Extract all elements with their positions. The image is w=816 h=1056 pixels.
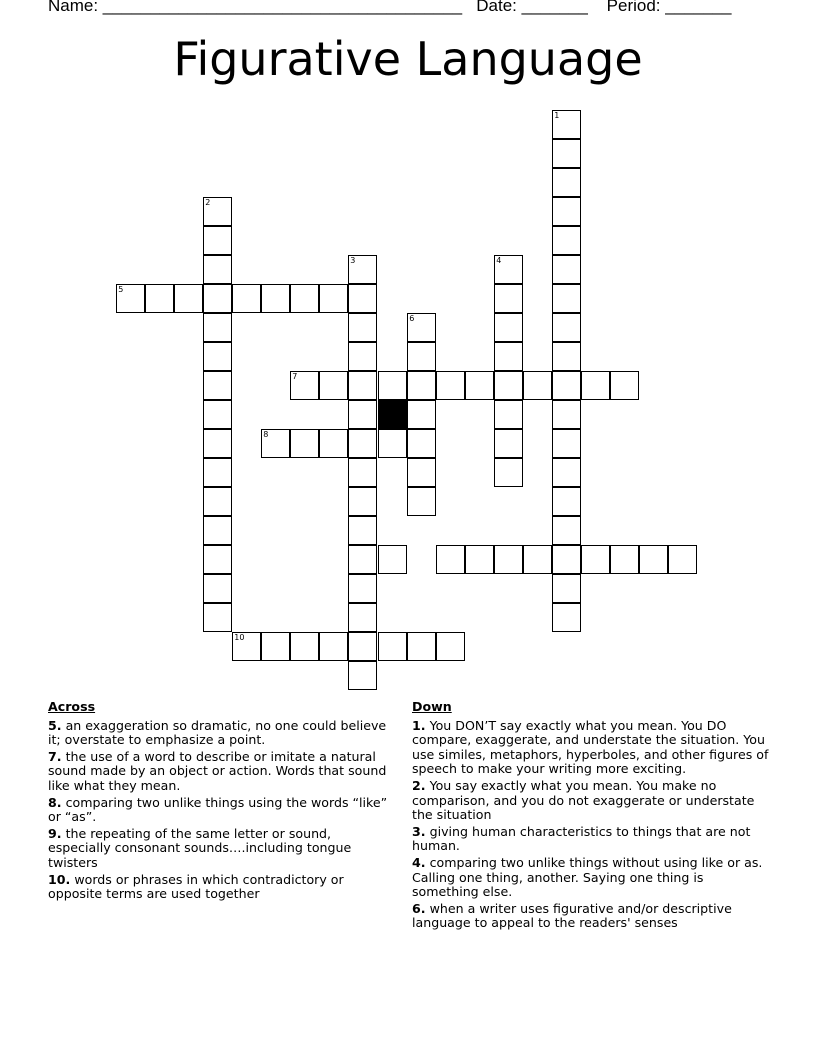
crossword-cell[interactable]: [319, 284, 348, 313]
crossword-cell[interactable]: [552, 139, 581, 168]
crossword-cell[interactable]: [523, 371, 552, 400]
crossword-cell[interactable]: [494, 342, 523, 371]
crossword-cell[interactable]: [552, 574, 581, 603]
crossword-cell[interactable]: [552, 284, 581, 313]
crossword-cell[interactable]: [407, 632, 436, 661]
crossword-cell[interactable]: [378, 632, 407, 661]
crossword-cell[interactable]: [348, 342, 377, 371]
crossword-cell[interactable]: [552, 400, 581, 429]
crossword-cell[interactable]: [407, 400, 436, 429]
page-title: Figurative Language: [173, 32, 643, 86]
crossword-cell[interactable]: [203, 574, 232, 603]
crossword-cell[interactable]: [290, 632, 319, 661]
crossword-cell[interactable]: [494, 545, 523, 574]
crossword-cell[interactable]: [319, 632, 348, 661]
crossword-cell[interactable]: [494, 284, 523, 313]
crossword-cell[interactable]: [348, 603, 377, 632]
crossword-blocked-cell: [378, 400, 407, 429]
crossword-cell[interactable]: [436, 545, 465, 574]
clue-across-5: 5. an exaggeration so dramatic, no one could believe it; overstate to emphasize a point.: [48, 717, 387, 748]
clue-number: 4: [496, 256, 502, 266]
clue-number: 1: [554, 111, 560, 121]
crossword-cell[interactable]: [348, 284, 377, 313]
crossword-cell[interactable]: [465, 545, 494, 574]
clue-down-3: 3. giving human characteristics to things that are not human.: [412, 823, 751, 854]
crossword-cell-7[interactable]: [290, 371, 319, 400]
crossword-cell[interactable]: [261, 632, 290, 661]
crossword-cell[interactable]: [348, 516, 377, 545]
crossword-cell-4[interactable]: [494, 255, 523, 284]
crossword-cell[interactable]: [290, 284, 319, 313]
crossword-cell[interactable]: [203, 226, 232, 255]
crossword-cell[interactable]: [610, 545, 639, 574]
crossword-cell-3[interactable]: [348, 255, 377, 284]
crossword-cell[interactable]: [610, 371, 639, 400]
clue-down-6: 6. when a writer uses figurative and/or descriptive language to appeal to the readers' senses: [412, 900, 732, 931]
across-heading: Across: [48, 699, 96, 714]
crossword-cell[interactable]: [407, 458, 436, 487]
crossword-cell[interactable]: [203, 487, 232, 516]
crossword-cell[interactable]: [203, 284, 232, 313]
clue-down-4: 4. comparing two unlike things without using like or as. Calling one thing, another. Saying one thing is something else.: [412, 854, 763, 900]
crossword-cell[interactable]: [348, 400, 377, 429]
crossword-cell[interactable]: [494, 313, 523, 342]
crossword-cell[interactable]: [407, 429, 436, 458]
crossword-cell[interactable]: [378, 545, 407, 574]
clue-across-8: 8. comparing two unlike things using the words “like” or “as”.: [48, 794, 388, 825]
clue-number: 6: [409, 314, 415, 324]
crossword-cell-10[interactable]: [232, 632, 261, 661]
crossword-cell[interactable]: [494, 371, 523, 400]
crossword-cell[interactable]: [494, 458, 523, 487]
crossword-cell[interactable]: [552, 487, 581, 516]
crossword-cell[interactable]: [203, 545, 232, 574]
crossword-cell[interactable]: [348, 313, 377, 342]
crossword-cell[interactable]: [552, 603, 581, 632]
crossword-cell[interactable]: [203, 255, 232, 284]
crossword-cell[interactable]: [552, 429, 581, 458]
crossword-cell[interactable]: [552, 371, 581, 400]
crossword-cell[interactable]: [319, 429, 348, 458]
clue-across-7: 7. the use of a word to describe or imitate a natural sound made by an object or action. Words that sound like what they mean.: [48, 748, 387, 793]
crossword-cell[interactable]: [203, 400, 232, 429]
down-clues: [412, 700, 772, 933]
clue-number: 5: [118, 285, 124, 295]
crossword-cell[interactable]: [290, 429, 319, 458]
crossword-cell[interactable]: [552, 313, 581, 342]
crossword-cell-1[interactable]: [552, 110, 581, 139]
crossword-cell[interactable]: [203, 429, 232, 458]
clue-across-10: 10. words or phrases in which contradictory or opposite terms are used together: [48, 871, 344, 902]
clue-number: 7: [292, 372, 298, 382]
clue-number: 10: [234, 633, 245, 643]
crossword-cell[interactable]: [552, 226, 581, 255]
crossword-cell[interactable]: [348, 487, 377, 516]
crossword-cell[interactable]: [203, 603, 232, 632]
name-date-period-line[interactable]: Name: ______________________________________ Date: _______ Period: _______: [48, 0, 732, 15]
across-clues: [48, 700, 388, 904]
crossword-cell[interactable]: [639, 545, 668, 574]
crossword-cell[interactable]: [232, 284, 261, 313]
crossword-cell[interactable]: [552, 342, 581, 371]
crossword-cell[interactable]: [348, 661, 377, 690]
crossword-cell[interactable]: [348, 545, 377, 574]
crossword-cell[interactable]: [407, 342, 436, 371]
crossword-cell[interactable]: [494, 429, 523, 458]
crossword-cell[interactable]: [348, 371, 377, 400]
crossword-cell[interactable]: [203, 458, 232, 487]
crossword-cell[interactable]: [436, 371, 465, 400]
crossword-cell[interactable]: [319, 371, 348, 400]
crossword-cell[interactable]: [261, 284, 290, 313]
crossword-cell-8[interactable]: [261, 429, 290, 458]
crossword-cell[interactable]: [436, 632, 465, 661]
crossword-cell-6[interactable]: [407, 313, 436, 342]
crossword-cell[interactable]: [552, 516, 581, 545]
clue-down-1: 1. You DON’T say exactly what you mean. You DO compare, exaggerate, and understate the situation. You use similes, metaphors, hyperboles, and other figures of speech to make your writing more exciting.: [412, 717, 769, 777]
clue-across-9: 9. the repeating of the same letter or sound, especially consonant sounds….including tongue twisters: [48, 825, 352, 870]
crossword-cell[interactable]: [348, 632, 377, 661]
crossword-cell[interactable]: [552, 458, 581, 487]
clue-number: 3: [350, 256, 356, 266]
crossword-cell[interactable]: [407, 487, 436, 516]
crossword-cell[interactable]: [348, 574, 377, 603]
crossword-cell[interactable]: [174, 284, 203, 313]
crossword-cell[interactable]: [494, 400, 523, 429]
crossword-cell[interactable]: [378, 371, 407, 400]
crossword-cell[interactable]: [552, 255, 581, 284]
clue-number: 2: [205, 198, 211, 208]
crossword-cell[interactable]: [378, 429, 407, 458]
crossword-cell[interactable]: [203, 371, 232, 400]
crossword-cell[interactable]: [668, 545, 697, 574]
crossword-cell[interactable]: [203, 342, 232, 371]
clue-down-2: 2. You say exactly what you mean. You make no comparison, and you do not exaggerate or understate the situation: [412, 777, 755, 823]
crossword-cell[interactable]: [523, 545, 552, 574]
crossword-cell[interactable]: [145, 284, 174, 313]
crossword-cell[interactable]: [465, 371, 494, 400]
crossword-cell[interactable]: [581, 545, 610, 574]
crossword-cell[interactable]: [552, 168, 581, 197]
crossword-cell[interactable]: [581, 371, 610, 400]
crossword-cell[interactable]: [203, 516, 232, 545]
crossword-cell[interactable]: [407, 371, 436, 400]
crossword-cell[interactable]: [552, 545, 581, 574]
crossword-cell-2[interactable]: [203, 197, 232, 226]
crossword-cell[interactable]: [203, 313, 232, 342]
crossword-cell[interactable]: [348, 458, 377, 487]
crossword-cell-5[interactable]: [116, 284, 145, 313]
down-heading: Down: [412, 699, 452, 714]
crossword-cell[interactable]: [348, 429, 377, 458]
crossword-cell[interactable]: [552, 197, 581, 226]
clue-number: 8: [263, 430, 269, 440]
